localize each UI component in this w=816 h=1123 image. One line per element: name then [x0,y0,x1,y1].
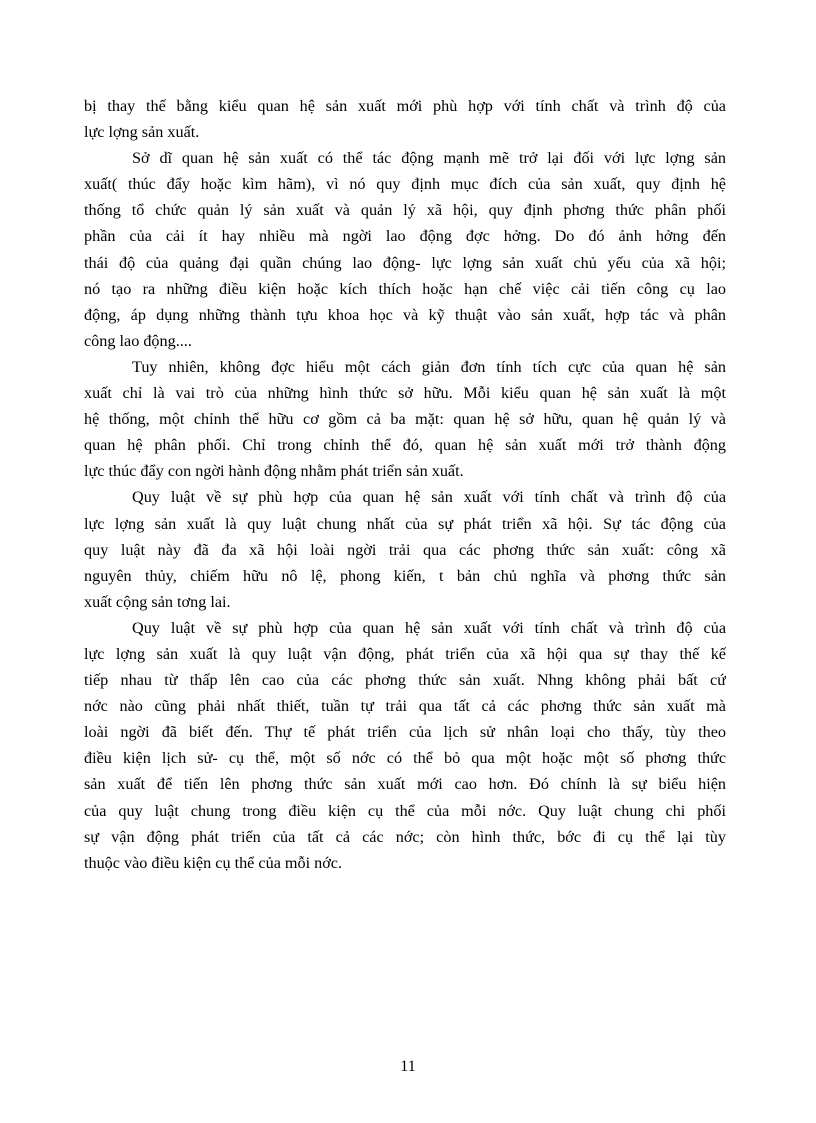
text-line: lực lợng sản xuất là quy luật vận động, phát triển của xã hội qua sự thay thế kế [84,644,726,663]
text-line: lực thúc đẩy con ngời hành động nhằm phát triển sản xuất. [84,462,464,481]
body-text [84,93,726,876]
paragraph-2 [84,145,726,354]
text-line: Quy luật về sự phù hợp của quan hệ sản xuất với tính chất và trình độ của [132,618,726,637]
text-line: sự vận động phát triển của tất cả các nớc; còn hình thức, bớc đi cụ thể lại tùy [84,827,726,846]
text-line: nớc nào cũng phải nhất thiết, tuần tự trải qua tất cả các phơng thức sản xuất mà [84,697,726,716]
text-line: thái độ của quảng đại quần chúng lao động- lực lợng sản xuất chủ yếu của xã hội; [84,253,726,272]
text-line: xuất( thúc đẩy hoặc kìm hãm), vì nó quy định mục đích của sản xuất, quy định hệ [84,175,726,194]
text-line: quy luật này đã đa xã hội loài ngời trải qua các phơng thức sản xuất: công xã [84,540,726,559]
text-line: hệ thống, một chỉnh thể hữu cơ gồm cả ba mặt: quan hệ sở hữu, quan hệ quản lý và [84,410,726,429]
text-line: công lao động.... [84,331,192,350]
text-line: sản xuất để tiến lên phơng thức sản xuất mới cao hơn. Đó chính là sự biểu hiện [84,775,726,794]
text-line: quan hệ phân phối. Chỉ trong chỉnh thể đó, quan hệ sản xuất mới trở thành động [84,436,726,455]
text-line: lực lợng sản xuất là quy luật chung nhất của sự phát triển xã hội. Sự tác động của [84,514,726,533]
text-line: loài ngời đã biết đến. Thự tế phát triển của lịch sử nhân loại cho thấy, tùy theo [84,723,726,742]
paragraph-4 [84,484,726,614]
text-line: Sở dĩ quan hệ sản xuất có thể tác động mạnh mẽ trở lại đối với lực lợng sản [132,149,726,168]
text-line: của quy luật chung trong điều kiện cụ thể của mỗi nớc. Quy luật chung chi phối [84,801,726,820]
text-line: xuất chỉ là vai trò của những hình thức sở hữu. Mỗi kiểu quan hệ sản xuất là một [84,384,726,403]
text-line: động, áp dụng những thành tựu khoa học và kỹ thuật vào sản xuất, hợp tác và phân [84,305,726,324]
text-line: bị thay thế bằng kiểu quan hệ sản xuất mới phù hợp với tính chất và trình độ của [84,97,726,115]
text-line: tiếp nhau từ thấp lên cao của các phơng thức sản xuất. Nhng không phải bất cứ [84,671,726,690]
paragraph-3 [84,354,726,484]
page-number: 11 [400,1058,416,1075]
paragraph-1 [84,93,726,145]
paragraph-5 [84,615,726,876]
text-line: Tuy nhiên, không đợc hiểu một cách giản đơn tính tích cực của quan hệ sản [132,357,726,376]
text-line: xuất cộng sản tơng lai. [84,592,231,611]
text-line: thống tổ chức quản lý sản xuất và quản lý xã hội, quy định phơng thức phân phối [84,201,726,220]
text-line: Quy luật về sự phù hợp của quan hệ sản xuất với tính chất và trình độ của [132,488,726,507]
text-line: lực lợng sản xuất. [84,123,200,142]
text-line: phần của cải ít hay nhiều mà ngời lao động đợc hởng. Do đó ảnh hởng đến [84,227,726,246]
text-line: thuộc vào điều kiện cụ thể của mỗi nớc. [84,853,343,872]
text-line: điều kiện lịch sử- cụ thể, một số nớc có thể bỏ qua một hoặc một số phơng thức [84,749,726,768]
text-line: nguyên thủy, chiếm hữu nô lệ, phong kiến, t bản chủ nghĩa và phơng thức sản [84,566,726,585]
text-line: nó tạo ra những điều kiện hoặc kích thích hoặc hạn chế việc cải tiến công cụ lao [84,279,726,298]
